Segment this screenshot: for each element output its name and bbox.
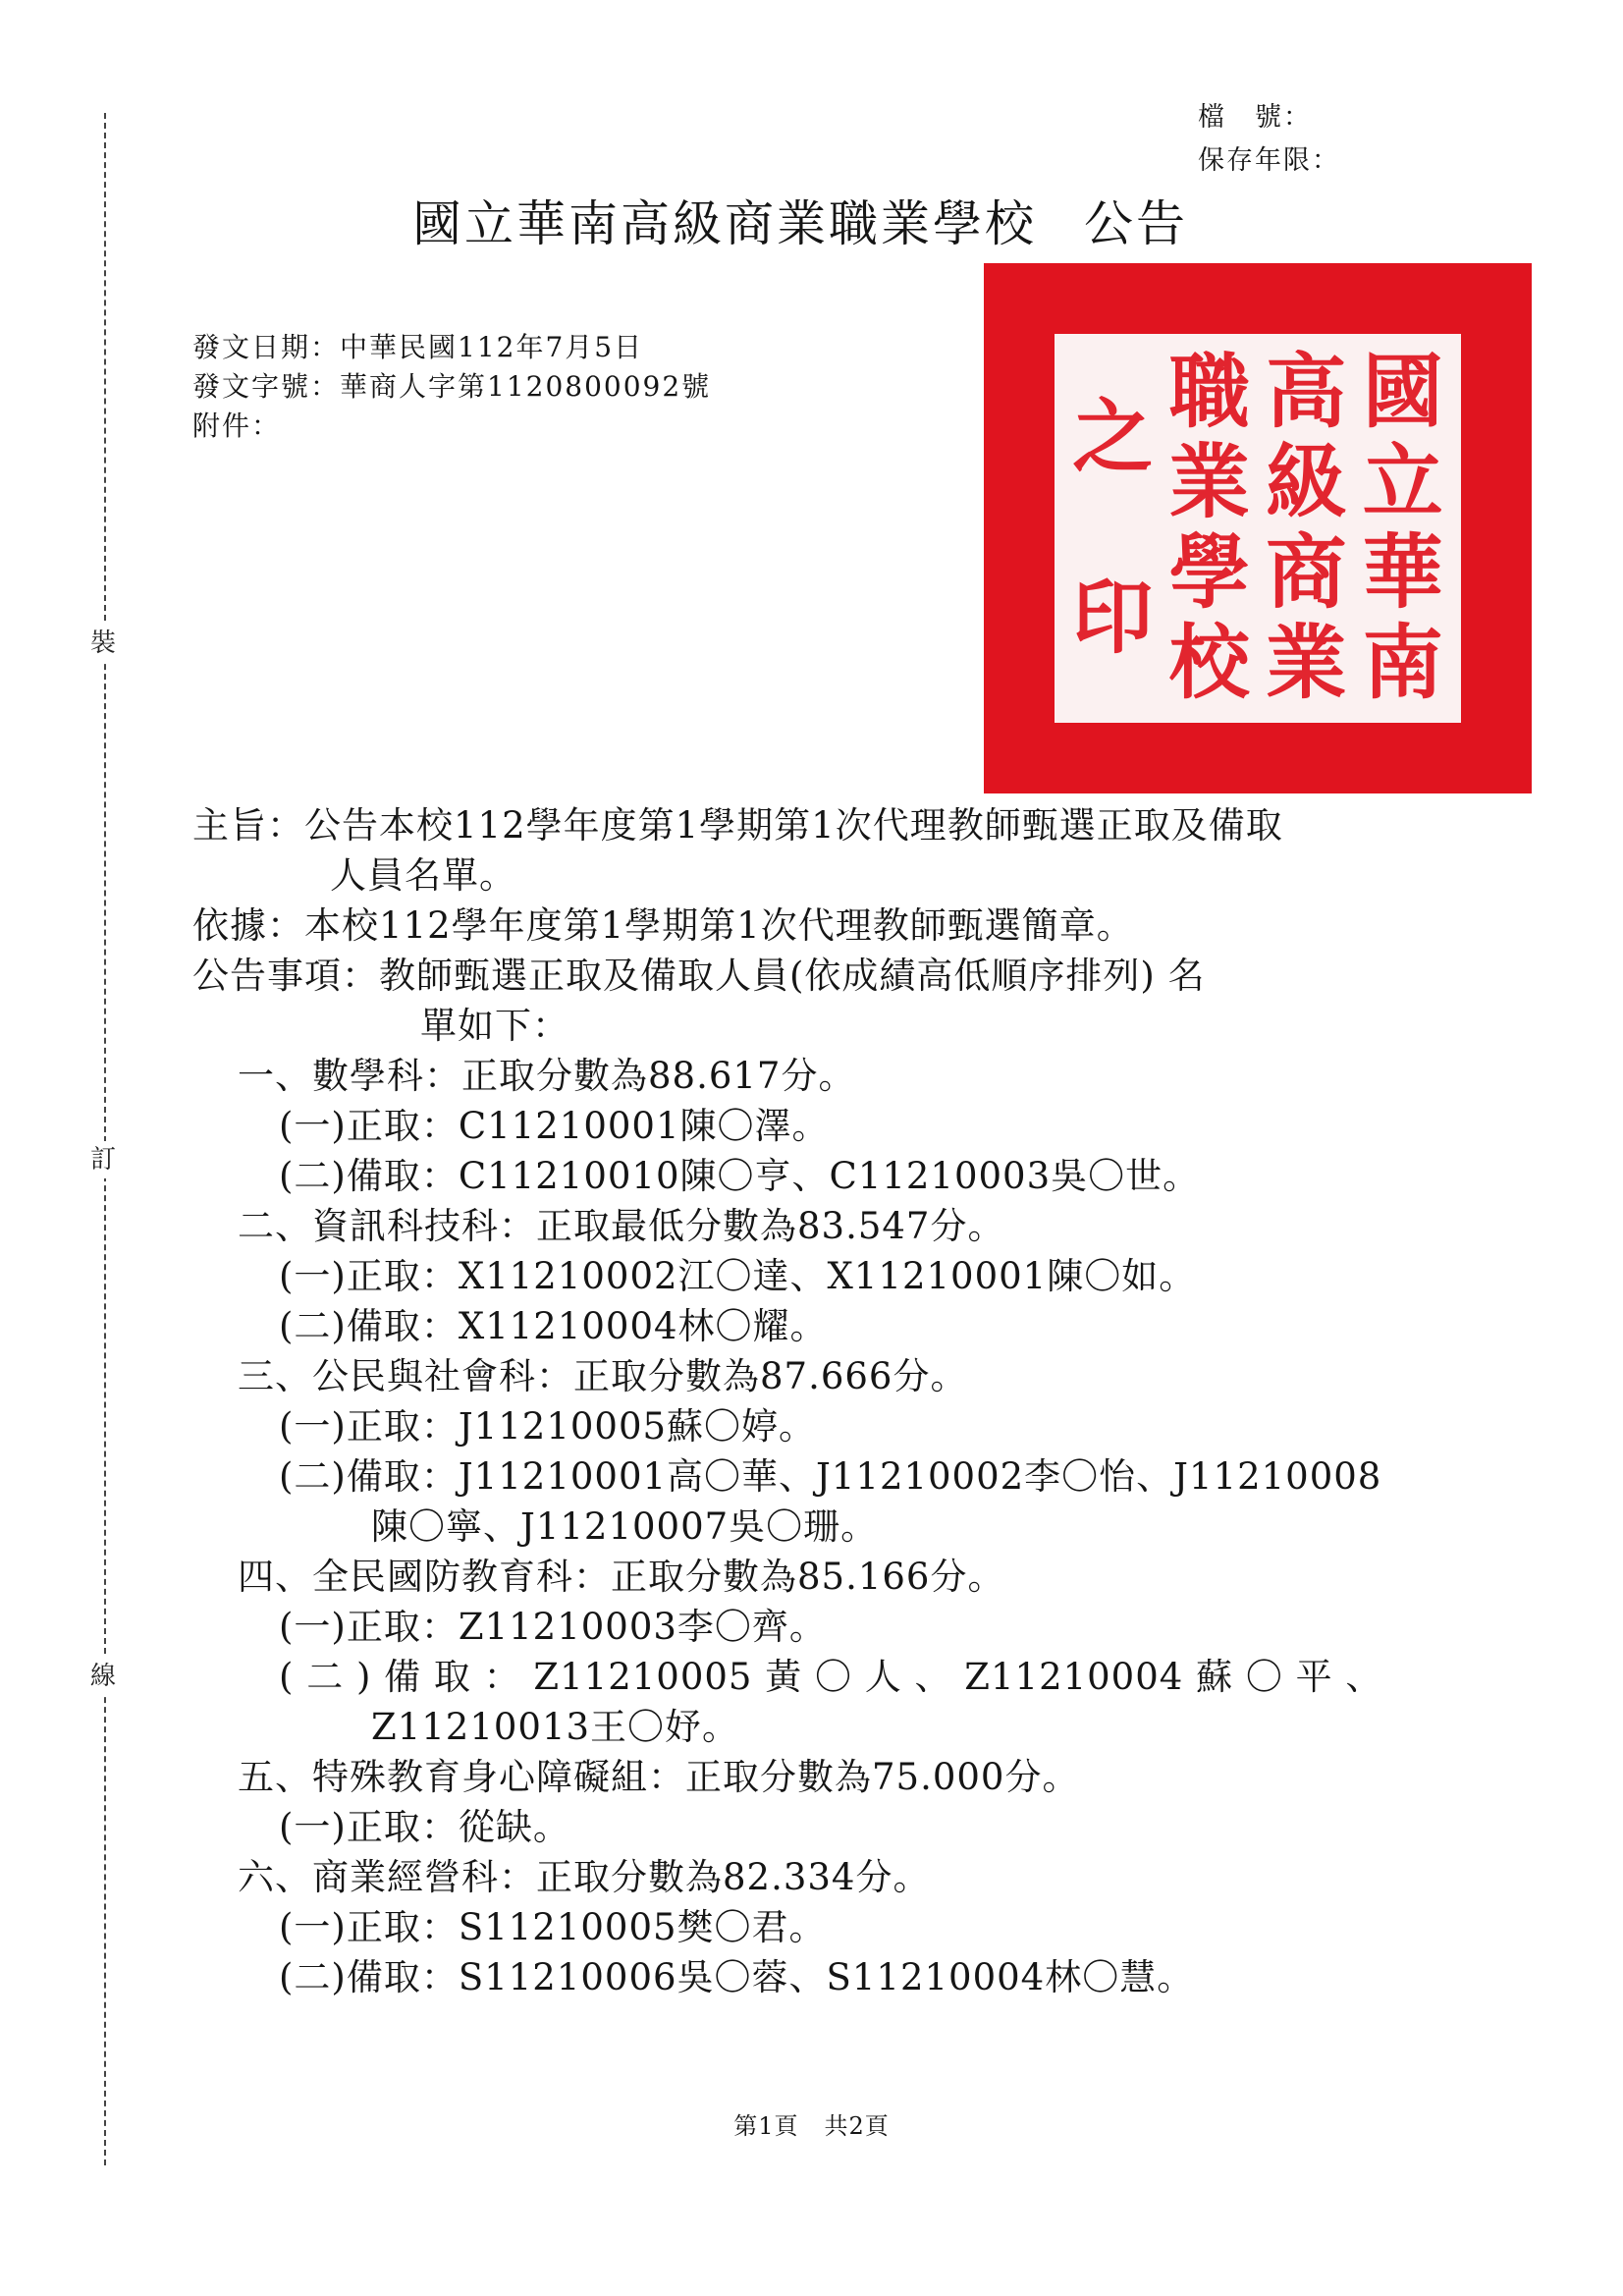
seal-glyph: 立 [1362, 436, 1443, 529]
binding-dashed-line [104, 113, 106, 2165]
seal-glyph: 之 [1072, 391, 1154, 484]
school-name: 國立華南高級商業職業學校 [412, 195, 1037, 252]
file-metadata [1198, 96, 1340, 183]
list-item-continuation: 陳〇寧、J11210007吳〇珊。 [371, 1505, 879, 1548]
list-item: (一)正取：J11210005蘇〇婷。 [279, 1405, 817, 1448]
seal-glyph: 校 [1168, 617, 1250, 710]
seal-glyph: 學 [1168, 526, 1250, 620]
document-type: 公告 [1084, 195, 1188, 252]
official-seal [984, 263, 1532, 793]
seal-glyph: 業 [1168, 436, 1250, 529]
attachment-label: 附件： [192, 410, 282, 442]
list-item: (二)備取：J11210001高〇華、J11210002李〇怡、J11210008 [279, 1455, 1382, 1498]
issue-number: 發文字號：華商人字第1120800092號 [192, 370, 712, 403]
subject-line: 主旨：公告本校112學年度第1學期第1次代理教師甄選正取及備取 [192, 804, 1283, 847]
basis-line: 依據：本校112學年度第1學期第1次代理教師甄選簡章。 [192, 904, 1134, 947]
list-item: ( 二 ) 備 取 ： Z11210005 黃 〇 人 、 Z11210004 蘇 〇 平 、 [279, 1656, 1383, 1698]
file-number-label: 檔 號： [1198, 102, 1312, 133]
page-number: 第1頁 [733, 2112, 799, 2140]
seal-column [1266, 348, 1346, 709]
seal-glyph: 職 [1168, 346, 1250, 439]
seal-column [1169, 348, 1250, 709]
list-item: (一)正取：從缺。 [279, 1806, 570, 1848]
binding-mark-xian: 線 [90, 1658, 116, 1695]
list-item: (一)正取：Z11210003李〇齊。 [279, 1606, 827, 1648]
section-heading-special-ed: 五、特殊教育身心障礙組：正取分數為75.000分。 [238, 1756, 1080, 1798]
page-total: 共2頁 [824, 2112, 890, 2140]
section-heading-business: 六、商業經營科：正取分數為82.334分。 [238, 1856, 931, 1898]
section-heading-civics: 三、公民與社會科：正取分數為87.666分。 [238, 1355, 968, 1397]
section-heading-it: 二、資訊科技科：正取最低分數為83.547分。 [238, 1205, 1005, 1247]
section-heading-math: 一、數學科：正取分數為88.617分。 [238, 1055, 856, 1097]
list-item: (二)備取：X11210004林〇耀。 [279, 1305, 828, 1347]
seal-glyph: 印 [1072, 572, 1154, 665]
seal-column [1363, 348, 1443, 709]
announcement-body [192, 800, 1469, 2002]
list-item: (一)正取：C11210001陳〇澤。 [279, 1105, 830, 1147]
issue-metadata [192, 328, 711, 446]
document-title [412, 194, 1188, 253]
retention-period-label: 保存年限： [1198, 145, 1340, 176]
seal-glyph: 南 [1362, 617, 1443, 710]
seal-glyphs [1055, 334, 1461, 723]
seal-glyph: 國 [1362, 346, 1443, 439]
seal-glyph: 級 [1266, 436, 1347, 529]
seal-column [1072, 348, 1153, 709]
seal-glyph: 商 [1266, 526, 1347, 620]
announcement-items-continuation: 單如下： [420, 1005, 569, 1047]
issue-date: 發文日期：中華民國112年7月5日 [192, 331, 644, 363]
list-item: (一)正取：X11210002江〇達、X11210001陳〇如。 [279, 1255, 1197, 1297]
seal-glyph: 華 [1362, 526, 1443, 620]
page-footer [0, 2111, 1623, 2141]
binding-mark-zhuang: 裝 [90, 625, 116, 662]
section-heading-defense: 四、全民國防教育科：正取分數為85.166分。 [238, 1556, 1005, 1598]
seal-glyph: 高 [1266, 346, 1347, 439]
binding-mark-ding: 訂 [90, 1141, 116, 1178]
list-item: (一)正取：S11210005樊〇君。 [279, 1906, 827, 1948]
seal-inner-field [1055, 334, 1461, 723]
seal-glyph: 業 [1266, 617, 1347, 710]
announcement-items-line: 公告事項：教師甄選正取及備取人員(依成績高低順序排列) 名 [192, 955, 1206, 997]
list-item: (二)備取：C11210010陳〇亨、C11210003吳〇世。 [279, 1155, 1201, 1197]
list-item: (二)備取：S11210006吳〇蓉、S11210004林〇慧。 [279, 1956, 1195, 1998]
list-item-continuation: Z11210013王〇妤。 [371, 1706, 740, 1748]
subject-continuation: 人員名單。 [330, 854, 516, 897]
